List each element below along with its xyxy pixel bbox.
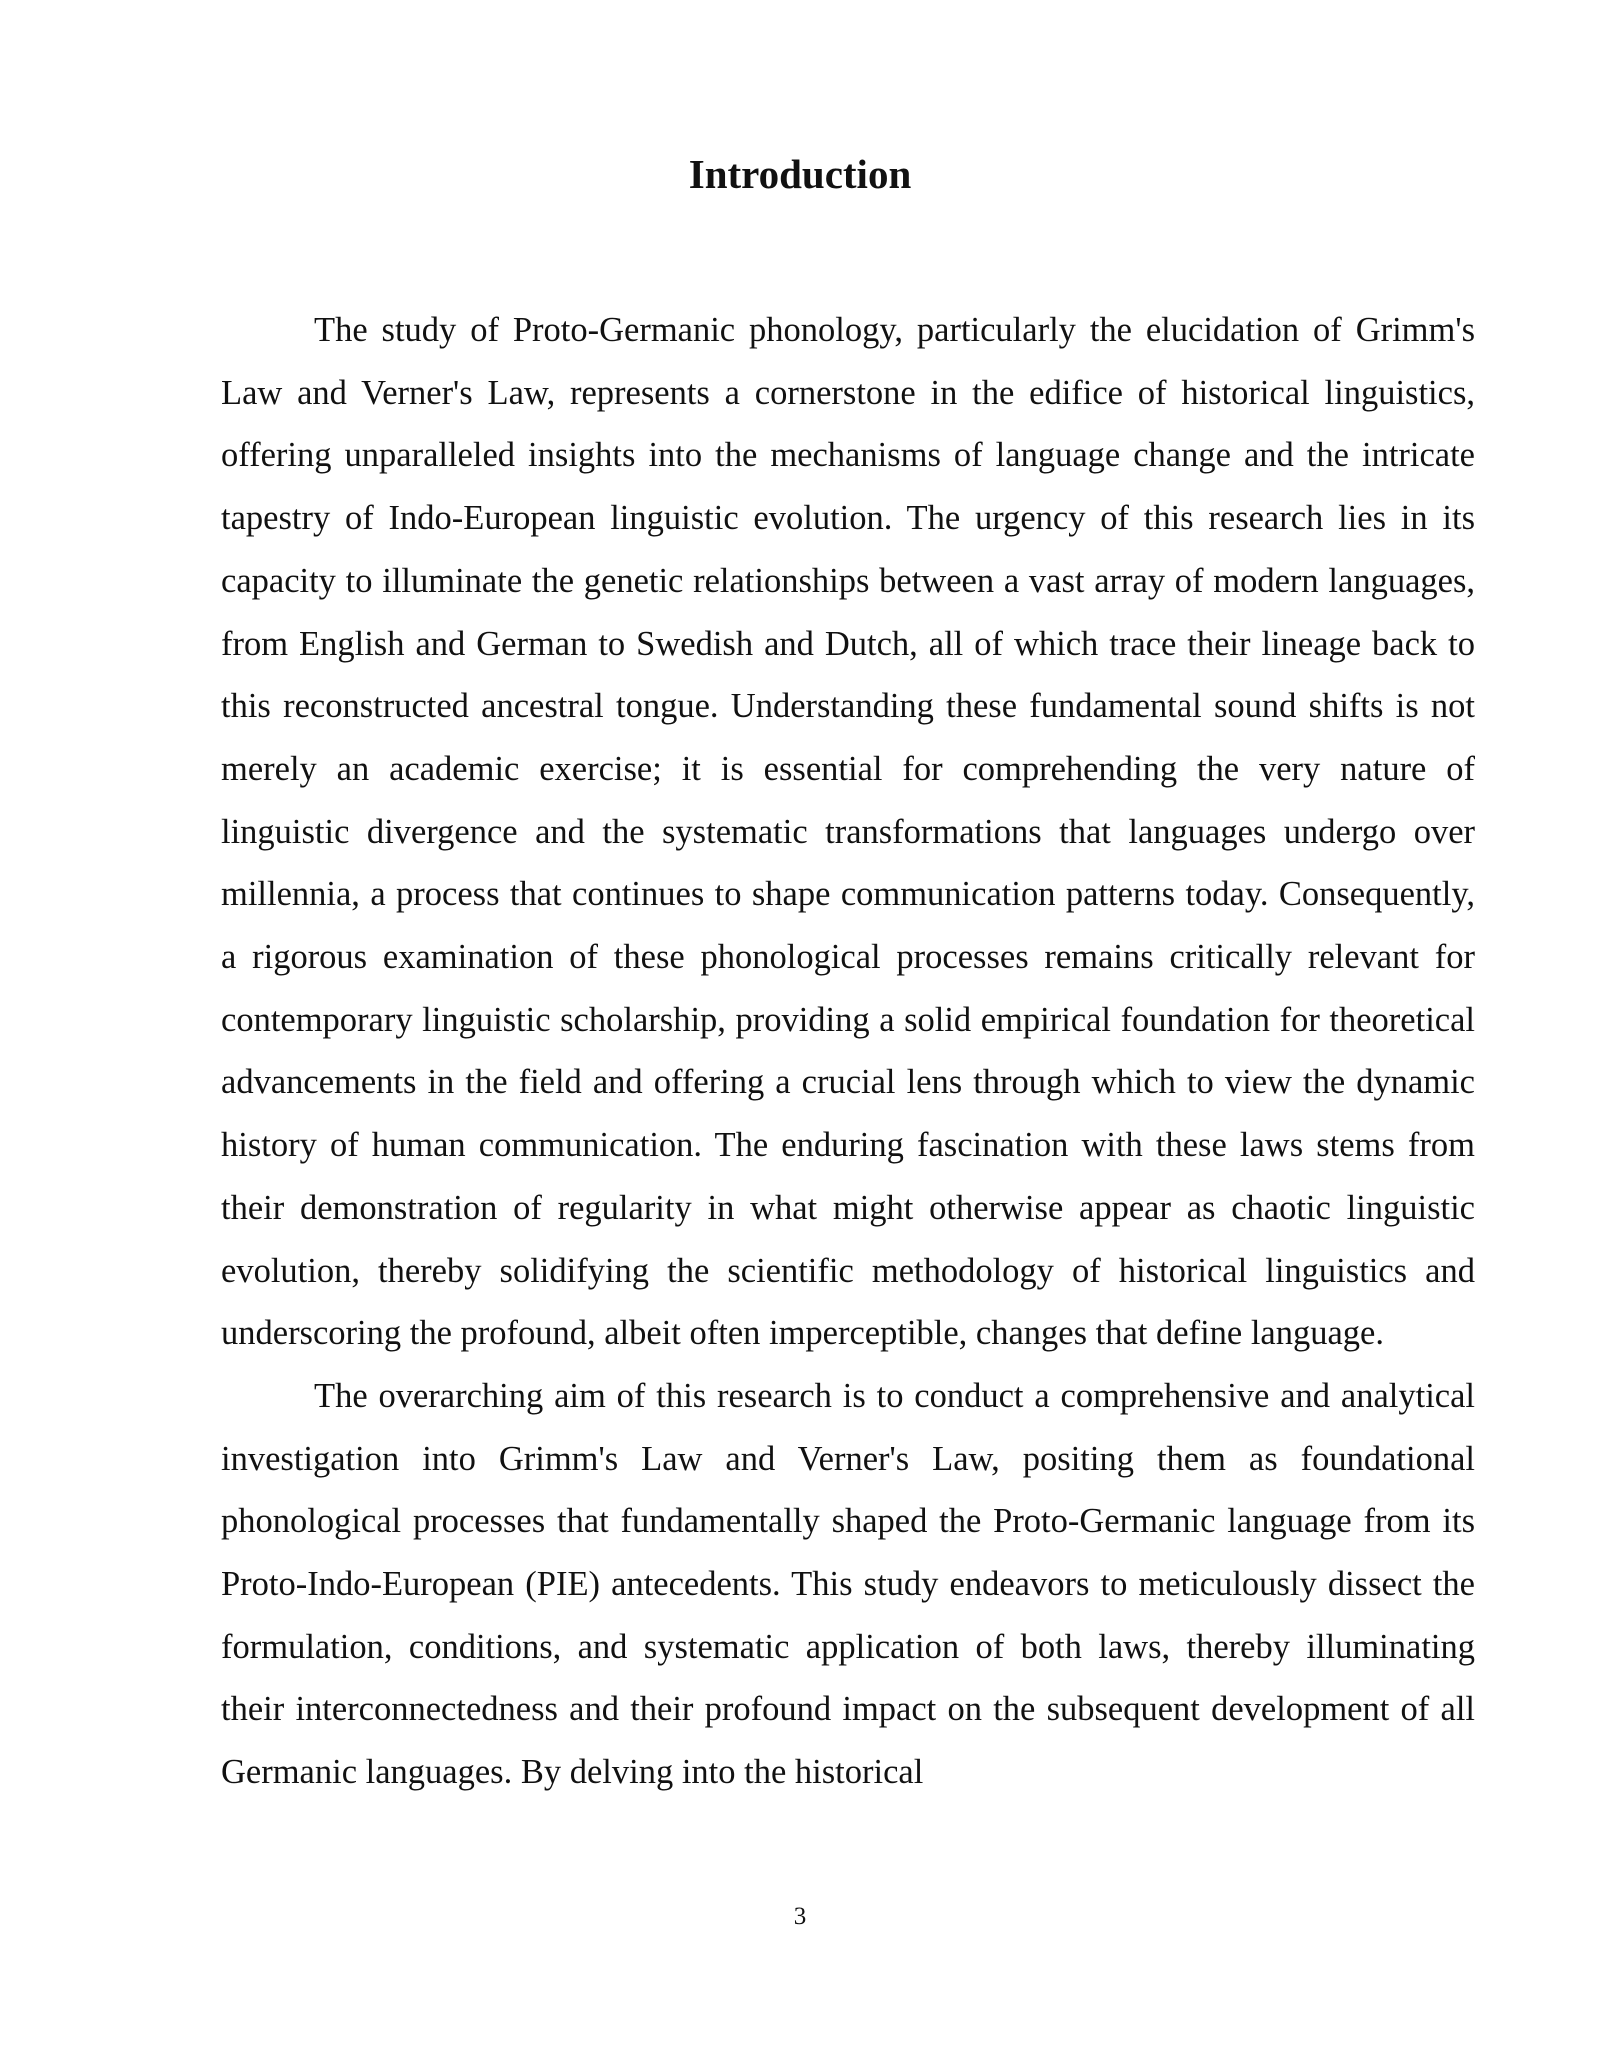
- paragraph-1: The study of Proto-Germanic phonology, particularly the elucidation of Grimm's Law and Verner's Law, represents a cornerstone in the edifice of historical linguistics, offering unparalleled insights into the mechanisms of language change and the intricate tapestry of Indo-European linguistic evolution. The urgency of this research lies in its capacity to illuminate the genetic relationships between a vast array of modern languages, from English and German to Swedish and Dutch, all of which trace their lineage back to this reconstructed ancestral tongue. Understanding these fundamental sound shifts is not merely an academic exercise; it is essential for comprehending the very nature of linguistic divergence and the systematic transformations that languages undergo over millennia, a process that continues to shape communication patterns today. Consequently, a rigorous examination of these phonological processes remains critically relevant for contemporary linguistic scholarship, providing a solid empirical foundation for theoretical advancements in the field and offering a crucial lens through which to view the dynamic history of human communication. The enduring fascination with these laws stems from their demonstration of regularity in what might otherwise appear as chaotic linguistic evolution, thereby solidifying the scientific methodology of historical linguistics and underscoring the profound, albeit often imperceptible, changes that define language.: [221, 311, 1475, 1353]
- paragraph-2: The overarching aim of this research is to conduct a comprehensive and analytical investigation into Grimm's Law and Verner's Law, positing them as foundational phonological processes that fundamentally shaped the Proto-Germanic language from its Proto-Indo-European (PIE) antecedents. This study endeavors to meticulously dissect the formulation, conditions, and systematic application of both laws, thereby illuminating their interconnectedness and their profound impact on the subsequent development of all Germanic languages. By delving into the historical: [221, 1376, 1475, 1792]
- page-number: 3: [793, 1903, 807, 1930]
- page-title: Introduction: [688, 151, 912, 197]
- body-text: [221, 299, 1475, 1804]
